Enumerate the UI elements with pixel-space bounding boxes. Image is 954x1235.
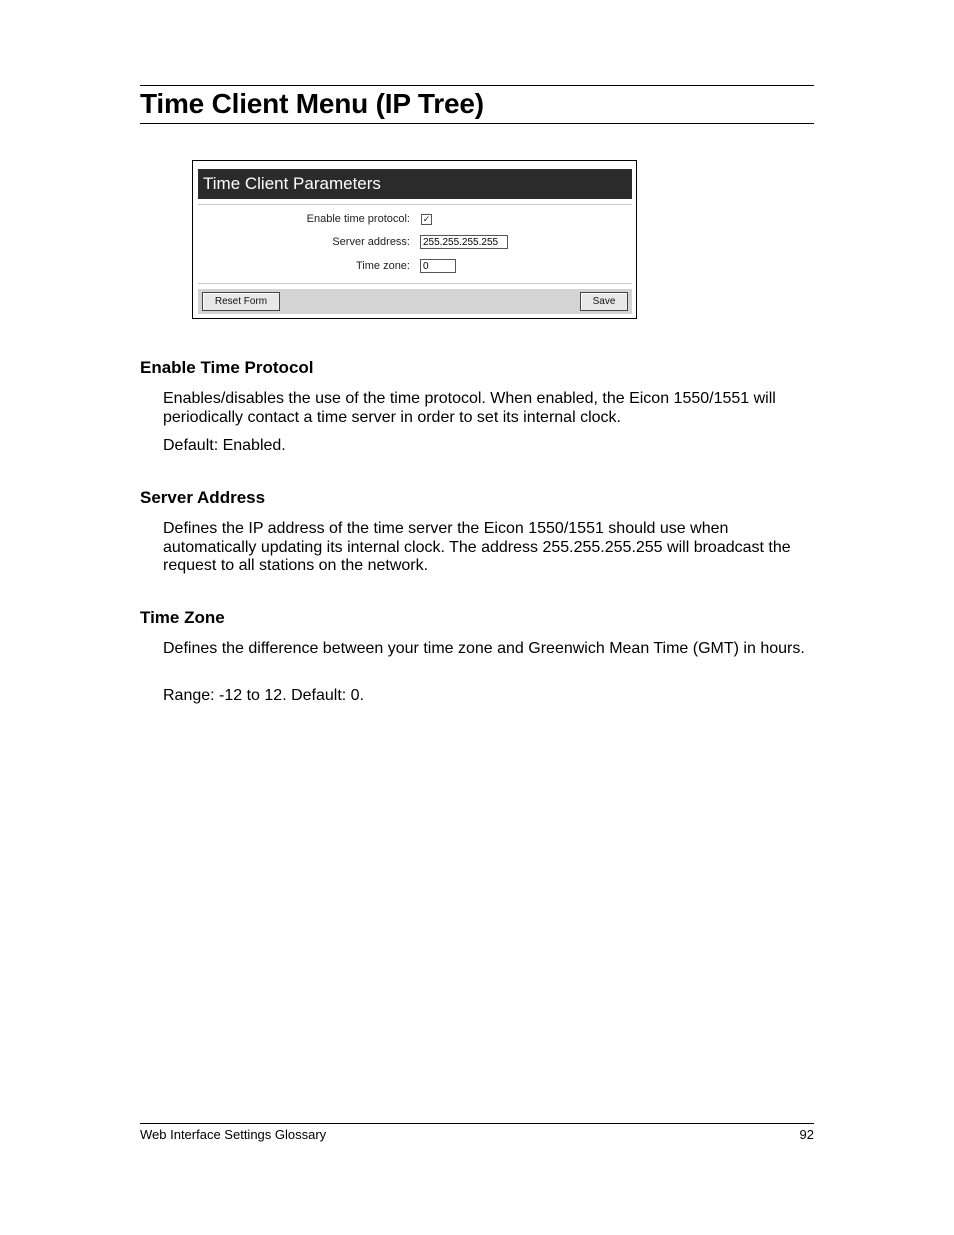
server-address-description: Defines the IP address of the time server the Eicon 1550/1551 should use when automatically updating its internal clock. The address 255.255.255.255 will broadcast the request to all stations on the network.: [163, 520, 791, 574]
panel-header: Time Client Parameters: [198, 169, 632, 199]
panel-form-body: [198, 204, 632, 284]
enable-time-protocol-row: [198, 212, 632, 230]
footer-rule: [140, 1123, 814, 1124]
time-client-panel-screenshot: [192, 160, 637, 319]
page-number: 92: [799, 1127, 814, 1142]
reset-form-button[interactable]: Reset Form: [202, 292, 280, 311]
time-zone-row: [198, 259, 632, 277]
server-address-input[interactable]: [420, 235, 508, 249]
server-address-row: [198, 235, 632, 253]
time-zone-input[interactable]: [420, 259, 456, 273]
panel-button-bar: [198, 289, 632, 314]
time-zone-label: Time zone:: [355, 260, 410, 272]
section-heading-enable-time-protocol: Enable Time Protocol: [140, 358, 314, 377]
section-heading-time-zone: Time Zone: [140, 608, 225, 627]
page-title: Time Client Menu (IP Tree): [140, 88, 484, 119]
enable-time-protocol-default: Default: Enabled.: [163, 437, 286, 454]
enable-time-protocol-description: Enables/disables the use of the time protocol. When enabled, the Eicon 1550/1551 will periodically contact a time server in order to set its internal clock.: [163, 390, 776, 426]
enable-time-protocol-label: Enable time protocol:: [306, 213, 410, 225]
server-address-label: Server address:: [332, 236, 410, 248]
time-zone-range: Range: -12 to 12. Default: 0.: [163, 687, 365, 704]
title-rule: [140, 123, 814, 124]
section-heading-server-address: Server Address: [140, 488, 266, 507]
footer-doc-title: Web Interface Settings Glossary: [140, 1127, 327, 1142]
enable-time-protocol-checkbox[interactable]: ✓: [422, 214, 431, 224]
save-button[interactable]: Save: [580, 292, 628, 311]
time-zone-description: Defines the difference between your time zone and Greenwich Mean Time (GMT) in hours.: [163, 640, 805, 657]
